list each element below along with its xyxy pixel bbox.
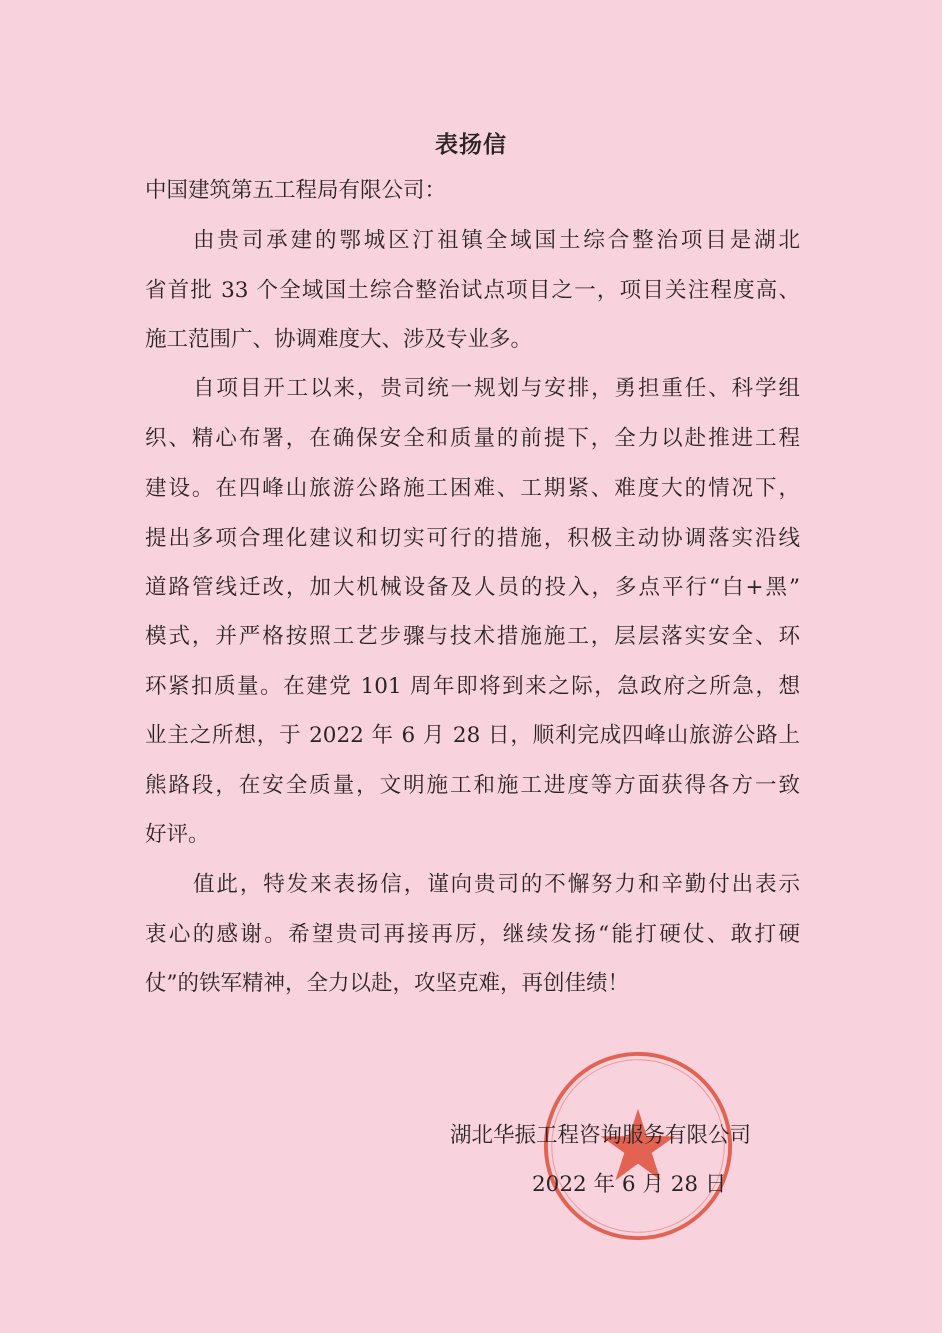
paragraph-line: 省首批 33 个全域国土综合整治试点项目之一，项目关注程度高、 xyxy=(145,278,800,303)
paragraph-line: 衷心的感谢。希望贵司再接再厉，继续发扬“能打硬仗、敢打硬 xyxy=(145,922,800,947)
salutation: 中国建筑第五工程局有限公司： xyxy=(145,178,447,203)
paragraph-line: 施工范围广、协调难度大、涉及专业多。 xyxy=(145,327,533,352)
paragraph-line: 道路管线迁改，加大机械设备及人员的投入，多点平行“白+黑” xyxy=(145,575,800,600)
signature-company: 湖北华振工程咨询服务有限公司 xyxy=(450,1123,752,1148)
paragraph-line: 织、精心布署，在确保安全和质量的前提下，全力以赴推进工程 xyxy=(145,426,800,451)
paragraph-line: 业主之所想，于 2022 年 6 月 28 日，顺利完成四峰山旅游公路上 xyxy=(145,723,800,748)
paragraph-line: 提出多项合理化建议和切实可行的措施，积极主动协调落实沿线 xyxy=(145,526,800,551)
paragraph-line: 环紧扣质量。在建党 101 周年即将到来之际，急政府之所急，想 xyxy=(145,674,800,699)
paragraph-line: 仗”的铁军精神，全力以赴，攻坚克难，再创佳绩！ xyxy=(145,971,629,996)
signature-date: 2022 年 6 月 28 日 xyxy=(532,1172,727,1197)
paragraph-line: 由贵司承建的鄂城区汀祖镇全域国土综合整治项目是湖北 xyxy=(193,228,800,253)
paragraph-line: 建设。在四峰山旅游公路施工困难、工期紧、难度大的情况下， xyxy=(145,476,800,501)
paragraph-line: 熊路段，在安全质量，文明施工和施工进度等方面获得各方一致 xyxy=(145,773,800,798)
paragraph-line: 值此，特发来表扬信，谨向贵司的不懈努力和辛勤付出表示 xyxy=(193,872,800,897)
paragraph-line: 好评。 xyxy=(145,822,210,847)
letter-title: 表扬信 xyxy=(435,131,507,158)
paragraph-line: 自项目开工以来，贵司统一规划与安排，勇担重任、科学组 xyxy=(193,376,800,401)
paragraph-line: 模式，并严格按照工艺步骤与技术措施施工，层层落实安全、环 xyxy=(145,624,800,649)
